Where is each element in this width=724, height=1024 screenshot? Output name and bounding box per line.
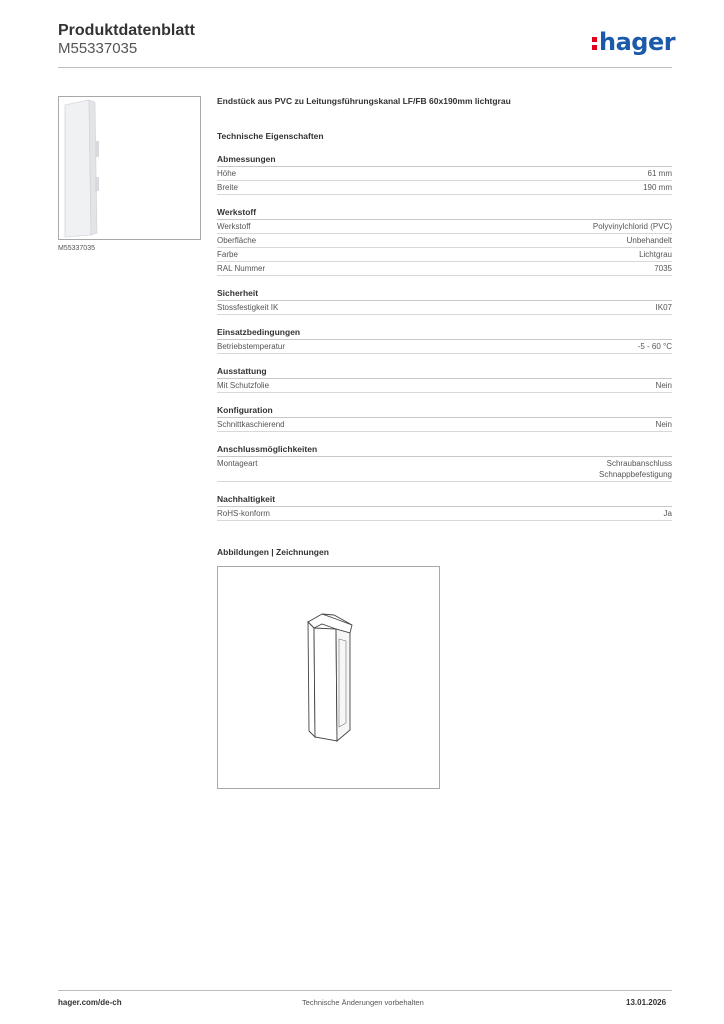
header-divider [58, 67, 672, 68]
section-title: Nachhaltigkeit [217, 493, 672, 507]
product-thumbnail [58, 96, 201, 240]
footer-divider [58, 990, 672, 991]
row-label: Werkstoff [217, 222, 251, 231]
logo-dots-icon [592, 35, 598, 51]
row-value: Polyvinylchlorid (PVC) [592, 222, 672, 231]
row-label: Farbe [217, 250, 238, 259]
page-title: Produktdatenblatt [58, 22, 195, 39]
product-thumbnail-image [59, 97, 200, 239]
section-title: Einsatzbedingungen [217, 326, 672, 340]
section-equipment [217, 365, 672, 393]
row-value-line: Schnappbefestigung [599, 470, 672, 479]
logo-text: hager [599, 28, 676, 56]
section-title: Werkstoff [217, 206, 672, 220]
section-sustainability [217, 493, 672, 521]
row-value: Nein [655, 381, 672, 390]
table-row [217, 301, 672, 315]
section-title: Konfiguration [217, 404, 672, 418]
end-cap-drawing [218, 567, 439, 788]
row-value: 7035 [654, 264, 672, 273]
row-value: Ja [663, 509, 672, 518]
row-label: Betriebstemperatur [217, 342, 286, 351]
table-row [217, 379, 672, 393]
row-value: 190 mm [643, 183, 672, 192]
section-title: Abmessungen [217, 153, 672, 167]
hager-logo [592, 28, 675, 56]
row-label: RoHS-konform [217, 509, 270, 518]
section-title: Ausstattung [217, 365, 672, 379]
section-safety [217, 287, 672, 315]
section-connection-options [217, 443, 672, 482]
table-row [217, 340, 672, 354]
table-row [217, 418, 672, 432]
row-label: RAL Nummer [217, 264, 266, 273]
technical-properties-title: Technische Eigenschaften [217, 131, 324, 141]
table-row [217, 181, 672, 195]
table-row [217, 234, 672, 248]
row-value: IK07 [655, 303, 672, 312]
table-row [217, 262, 672, 276]
row-label: Stossfestigkeit IK [217, 303, 279, 312]
row-value: Unbehandelt [626, 236, 672, 245]
section-dimensions [217, 153, 672, 195]
table-row [217, 248, 672, 262]
row-value: Lichtgrau [639, 250, 672, 259]
table-row [217, 457, 672, 482]
section-title: Sicherheit [217, 287, 672, 301]
row-label: Mit Schutzfolie [217, 381, 270, 390]
table-row [217, 167, 672, 181]
section-material [217, 206, 672, 276]
table-row [217, 507, 672, 521]
row-label: Höhe [217, 169, 237, 178]
row-label: Oberfläche [217, 236, 257, 245]
article-number: M55337035 [58, 40, 138, 57]
row-value [599, 458, 672, 480]
row-value-line: Schraubanschluss [606, 459, 672, 468]
footer-website: hager.com/de-ch [58, 998, 122, 1007]
product-description: Endstück aus PVC zu Leitungsführungskanal LF/FB 60x190mm lichtgrau [217, 96, 511, 106]
table-row [217, 220, 672, 234]
row-label: Schnittkaschierend [217, 420, 285, 429]
product-drawing [217, 566, 440, 789]
row-value: Nein [655, 420, 672, 429]
properties-table [217, 153, 672, 532]
section-configuration [217, 404, 672, 432]
section-title: Anschlussmöglichkeiten [217, 443, 672, 457]
row-value: -5 - 60 °C [637, 342, 672, 351]
figures-title: Abbildungen | Zeichnungen [217, 547, 329, 557]
row-label: Montageart [217, 459, 258, 468]
footer-notice: Technische Änderungen vorbehalten [302, 998, 424, 1007]
section-operating-conditions [217, 326, 672, 354]
row-label: Breite [217, 183, 238, 192]
thumbnail-caption: M55337035 [58, 245, 95, 252]
row-value: 61 mm [647, 169, 672, 178]
footer-date: 13.01.2026 [626, 998, 667, 1007]
